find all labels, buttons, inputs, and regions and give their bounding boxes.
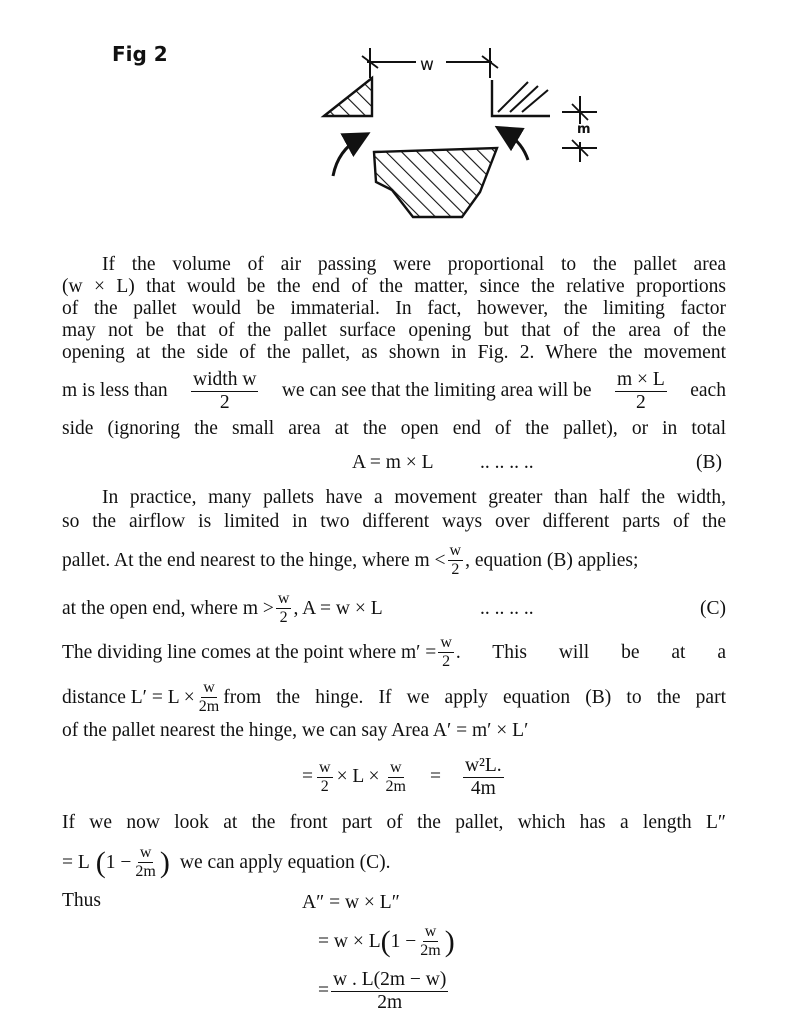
para3-line2: = L ( 1 − $\frac{w}{2m}$ ) we can apply equation (C). xyxy=(62,844,391,880)
para2-line5 xyxy=(62,635,726,670)
para2-line4-b: , A = w × L xyxy=(293,597,383,619)
equation-a-prime: = $\frac{w}{2}$ × L × $\frac{w}{2m}$ = $\frac{\text{w²L.}}{4m}$ xyxy=(302,755,502,799)
pallet-diagram xyxy=(0,0,790,240)
airflow-arrow-right xyxy=(505,132,528,160)
fraction-width-over-2: $\frac{\text{width w}}{2}$ xyxy=(193,369,257,413)
thus-line1: A″ = w × L″ xyxy=(302,892,400,913)
pallet-body xyxy=(374,148,497,217)
airflow-arrow-left xyxy=(333,138,360,176)
para1-line3: of the pallet would be immaterial. In fact, however, the limiting factor xyxy=(62,298,726,319)
para2-line4-a: at the open end, where m > xyxy=(62,597,274,619)
fraction-mL-over-2: $\frac{m \times L}{2}$ xyxy=(616,369,665,413)
para2-line2: so the airflow is limited in two different ways over different parts of the xyxy=(62,511,726,532)
equation-b-dots: .. .. .. .. xyxy=(480,452,534,473)
para2-line3 xyxy=(62,543,726,578)
para2-line1: In practice, many pallets have a movement greater than half the width, xyxy=(102,487,726,508)
para2-line5-b: . This will be at a xyxy=(455,641,726,663)
equation-b-tag: (B) xyxy=(696,452,722,473)
para1-line6 xyxy=(62,370,726,412)
equation-b: A = m × L xyxy=(352,452,434,473)
equation-c-tag: (C) xyxy=(700,597,726,619)
para1-line1: If the volume of air passing were proportional to the pallet area xyxy=(102,254,726,275)
fraction-w-over-2m: $\frac{w}{2m}$ xyxy=(198,679,220,715)
fraction-w-over-2: $\frac{w}{2}$ xyxy=(440,634,452,670)
thus-line2: = w × L ( 1 − $\frac{w}{2m}$ ) xyxy=(318,923,455,959)
figure-label: Fig 2 xyxy=(112,42,168,66)
para1-line5: opening at the side of the pallet, as shown in Fig. 2. Where the movement xyxy=(62,342,726,363)
para1-line7: side (ignoring the small area at the open end of the pallet), or in total xyxy=(62,418,726,439)
fraction-w-over-2: $\frac{w}{2}$ xyxy=(449,542,462,578)
para2-line6 xyxy=(62,680,726,715)
para2-line4 xyxy=(62,591,726,626)
left-jewel xyxy=(324,78,372,116)
para2-line7: of the pallet nearest the hinge, we can say Area A′ = m′ × L′ xyxy=(62,720,529,741)
para2-line3-b: , equation (B) applies; xyxy=(465,549,639,571)
para3-line1: If we now look at the front part of the pallet, which has a length L″ xyxy=(62,812,726,833)
figure-w-label: w xyxy=(420,55,434,75)
para1-line4: may not be that of the pallet surface opening but that of the area of the xyxy=(62,320,726,341)
para1-line2: (w × L) that would be the end of the matter, since the relative proportions xyxy=(62,276,726,297)
figure-m-label: m xyxy=(577,122,591,137)
para1-line6-a: m is less than xyxy=(62,380,168,401)
para2-line6-b: from the hinge. If we apply equation (B) to the part xyxy=(223,686,726,708)
fraction-w-over-2: $\frac{w}{2}$ xyxy=(277,590,290,626)
para2-line6-a: distance L′ = L × xyxy=(62,686,195,708)
para2-line3-a: pallet. At the end nearest to the hinge, where m < xyxy=(62,549,446,571)
equation-c-dots: .. .. .. .. xyxy=(480,597,534,619)
thus-line3: = $\frac{w . L(2m - w)}{2m}$ xyxy=(318,969,447,1013)
thus-label: Thus xyxy=(62,890,101,911)
para1-line6-b: we can see that the limiting area will be xyxy=(281,380,592,401)
para2-line5-a: The dividing line comes at the point where m′ = xyxy=(62,641,437,663)
para1-line6-c: each xyxy=(690,380,726,401)
